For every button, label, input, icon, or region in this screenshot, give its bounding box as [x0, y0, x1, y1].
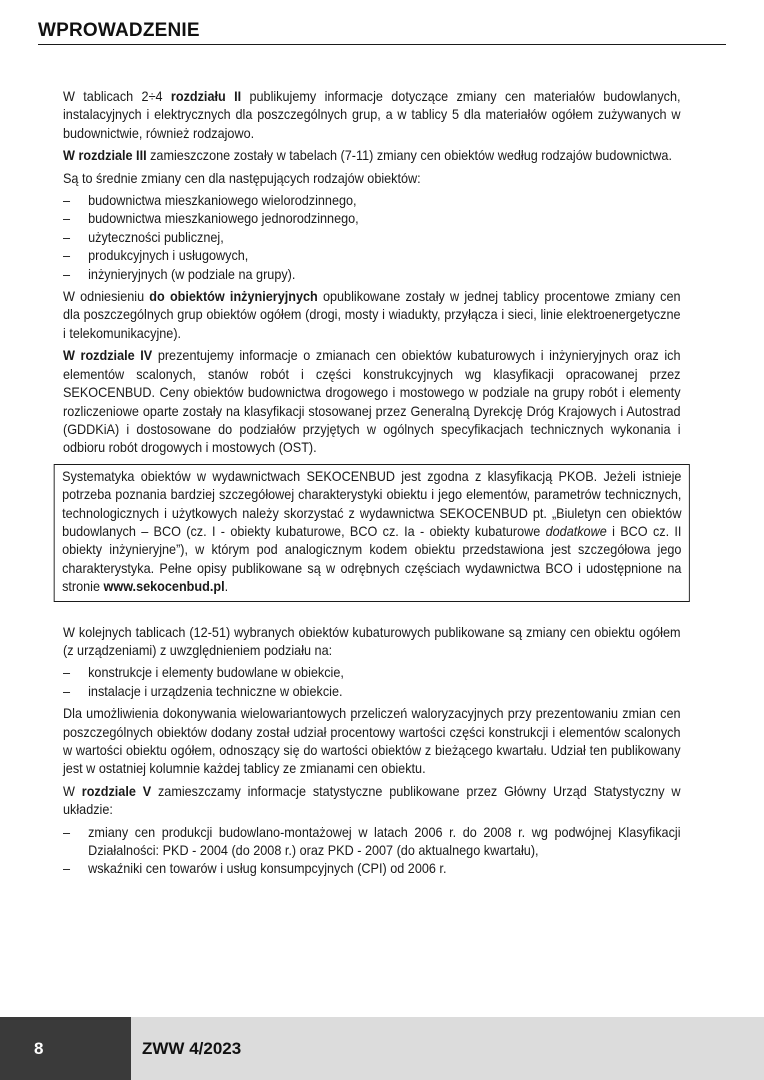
list-item: – zmiany cen produkcji budowlano-montażowej w latach 2006 r. do 2008 r. wg podwójnej Klasyfikacji Działalności: PKD - 2004 (do 2008 r.) oraz PKD - 2007 (do aktualnego kwartału),	[63, 824, 681, 859]
main-content	[63, 88, 681, 883]
footer-page-block	[0, 1017, 131, 1080]
list-item: – budownictwa mieszkaniowego wielorodzinnego,	[63, 193, 357, 209]
paragraph-valuation: Dla umożliwienia dokonywania wielowariantowych przeliczeń waloryzacyjnych przy prezentowaniu zmian cen poszczególnych obiektów dodany został udział procentowy wartości części konstrukcji i elementów scalonych w wartości obiektu ogółem, odnoszący się do wartości obiektów z bieżącego kwartału. Udział ten publikowany jest w ostatniej kolumnie każdej tablicy ze zmianami cen obiektu.	[63, 706, 681, 777]
list-item: – budownictwa mieszkaniowego jednorodzinnego,	[63, 211, 359, 227]
paragraph-object-types-intro: Są to średnie zmiany cen dla następujących rodzajów obiektów:	[63, 170, 421, 186]
object-types-list	[63, 192, 681, 284]
list-item: – wskaźniki cen towarów i usług konsumpcyjnych (CPI) od 2006 r.	[63, 861, 447, 877]
paragraph-chapter-2: W tablicach 2÷4 rozdziału II publikujemy informacje dotyczące zmiany cen materiałów budowlanych, instalacyjnych i elektrycznych dla poszczególnych grup, a w tablicy 5 dla materiałów ogółem zużywanych w budownictwie, również rodzajowo.	[63, 89, 681, 141]
list-item: – użyteczności publicznej,	[63, 229, 224, 245]
paragraph-chapter-5: W rozdziale V zamieszczamy informacje statystyczne publikowane przez Główny Urząd Statystyczny w układzie:	[63, 783, 681, 818]
page-number: 8	[34, 1039, 44, 1058]
list-item: – produkcyjnych i usługowych,	[63, 248, 249, 264]
statistics-list	[63, 824, 681, 879]
issue-label: ZWW 4/2023	[142, 1039, 242, 1058]
website-link[interactable]: www.sekocenbud.pl	[103, 579, 225, 595]
info-box: Systematyka obiektów w wydawnictwach SEKOCENBUD jest zgodna z klasyfikacją PKOB. Jeżeli istnieje potrzeba poznania bardziej szczegółowej charakterystyki obiektu i jego elementów, parametrów technicznych, technologicznych i użytkowych należy skorzystać z wydawnictwa SEKOCENBUD pt. „Biuletyn cen obiektów budowlanych – BCO (cz. I - obiekty kubaturowe, BCO cz. Ia - obiekty kubaturowe dodatkowe i BCO cz. II obiekty inżynieryjne”), w którym pod analogicznym kodem obiektu przedstawiona jest szczegółowa jego charakterystyka. Pełne opisy publikowane są w odrębnych częściach wydawnictwa BCO i udostępnione na stronie www.sekocenbud.pl.	[54, 464, 690, 602]
paragraph-tables-12-51: W kolejnych tablicach (12-51) wybranych obiektów kubaturowych publikowane są zmiany cen obiektu ogółem (z urządzeniami) z uwzględnieniem podziału na:	[63, 624, 681, 658]
list-item: – instalacje i urządzenia techniczne w obiekcie.	[63, 683, 343, 699]
footer-issue-block	[131, 1017, 764, 1080]
division-list	[63, 664, 681, 701]
page-header	[38, 18, 726, 45]
paragraph-chapter-4: W rozdziale IV prezentujemy informacje o zmianach cen obiektów kubaturowych i inżynieryjnych oraz ich elementów scalonych, stanów robót i części konstrukcyjnych wg klasyfikacji opracowanej przez SEKOCENBUD. Ceny obiektów budownictwa drogowego i mostowego w podziale na grupy robót i elementy rozliczeniowe oparte zostały na klasyfikacji stosowanej przez Generalną Dyrekcję Dróg Krajowych i Autostrad (GDDKiA) i dostosowane do podziałów przyjętych w ogólnych specyfikacjach technicznych wykonania i odbioru robót drogowych i mostowych (OST).	[63, 348, 681, 456]
section-title: WPROWADZENIE	[38, 20, 200, 41]
list-item: – inżynieryjnych (w podziale na grupy).	[63, 266, 296, 282]
paragraph-engineering-objects: W odniesieniu do obiektów inżynieryjnych opublikowane zostały w jednej tablicy procentowe zmiany cen dla poszczególnych grup obiektów ogółem (drogi, mosty i wiadukty, przyłącza i sieci, linie elektroenergetyczne i telekomunikacyjne).	[63, 289, 681, 341]
paragraph-chapter-3: W rozdziale III zamieszczone zostały w tabelach (7-11) zmiany cen obiektów według rodzajów budownictwa.	[63, 148, 672, 164]
list-item: – konstrukcje i elementy budowlane w obiekcie,	[63, 665, 344, 681]
